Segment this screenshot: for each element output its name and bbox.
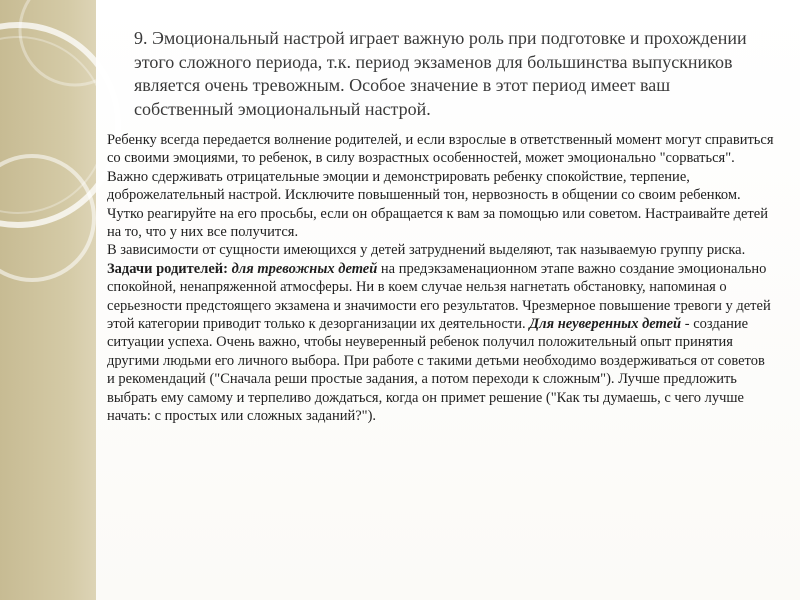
paragraph-parent-tasks (107, 260, 775, 426)
decorative-sidebar (0, 0, 96, 600)
paragraph-parents-worry: Ребенку всегда передается волнение родителей, и если взрослые в ответственный момент могут справиться со своими эмоциями, то ребенок, в силу возрастных особенностей, может эмоционально "сорваться". (107, 132, 774, 167)
anxious-children-text: на предэкзаменационном этапе важно создание эмоционально спокойной, ненапряженной атмосферы. Ни в коем случае нельзя нагнетать обстановку, напоминая о серьезности предстоящего экзамена и значимости его результатов. Чрезмерное повышение тревоги у детей этой категории приводит только к дезорганизации их деятельности. (107, 260, 771, 333)
slide-heading: 9. Эмоциональный настрой играет важную роль при подготовке и прохождении этого сложного периода, т.к. период экзаменов для большинства выпускников является очень тревожным. Особое значение в этот период имеет ваш собственный эмоциональный настрой. (134, 28, 747, 119)
paragraph-restrain-emotions: Важно сдерживать отрицательные эмоции и демонстрировать ребенку спокойствие, терпение, доброжелательный настрой. Исключите повышенный тон, нервозность в общении со своим ребенком. Чутко реагируйте на его просьбы, если он обращается к вам за помощью или советом. Настраивайте детей на то, что у них все получится. (107, 168, 768, 241)
insecure-children-label: Для неуверенных детей (529, 316, 682, 333)
slide-body (107, 131, 775, 426)
tasks-label: Задачи родителей: (107, 260, 228, 277)
paragraph-risk-group: В зависимости от сущности имеющихся у детей затруднений выделяют, так называемую группу риска. (107, 242, 746, 259)
insecure-children-text: - создание ситуации успеха. Очень важно, чтобы неуверенный ребенок получил положительный опыт принятия другими людьми его личного выбора. При работе с такими детьми необходимо воздерживаться от советов и рекомендаций ("Сначала реши простые задания, а потом переходи к сложным"). Лучше предложить выбрать ему самому и терпеливо дождаться, когда он примет решение ("Как ты думаешь, с чего лучше начать: с простых или сложных заданий?"). (107, 316, 765, 425)
anxious-children-label: для тревожных детей (231, 260, 378, 277)
